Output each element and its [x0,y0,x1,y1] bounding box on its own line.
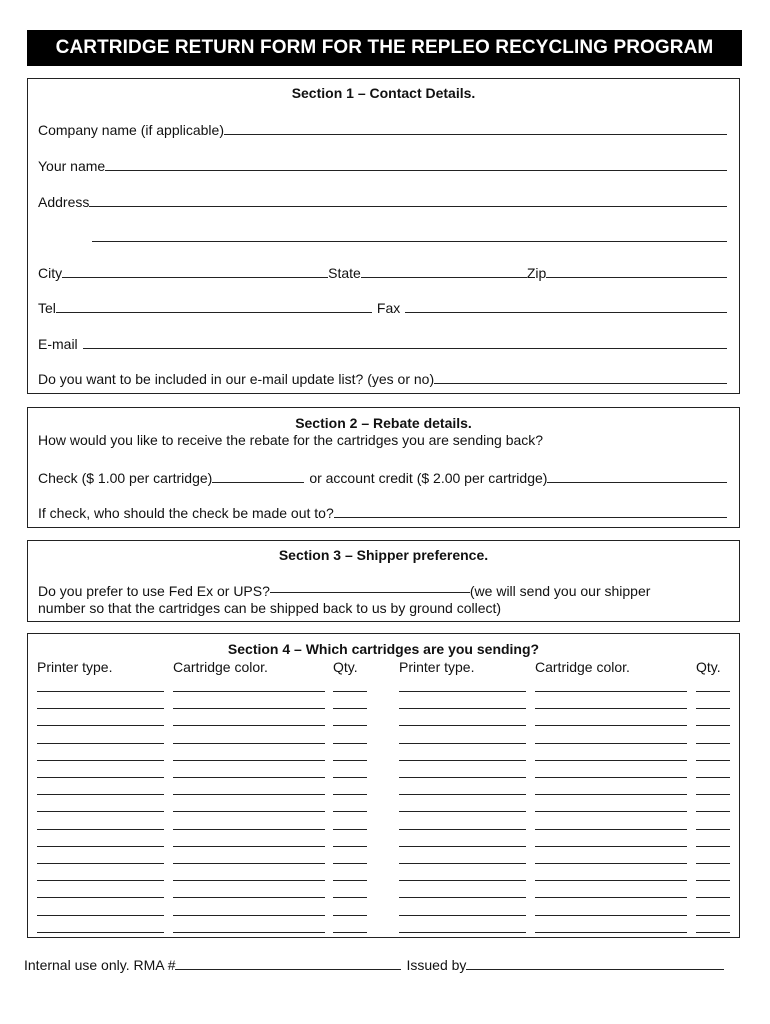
qty-field[interactable] [333,794,367,795]
zip-field[interactable] [546,277,727,278]
printer-type-field[interactable] [37,811,164,812]
printer-type-field[interactable] [37,897,164,898]
tel-fax-row [38,298,727,316]
section-shipper-preference [27,540,740,622]
company-name-label: Company name (if applicable) [38,122,224,138]
qty-field[interactable] [696,777,730,778]
qty-field[interactable] [333,932,367,933]
credit-field[interactable] [547,482,727,483]
col-cartridge-color-right: Cartridge color. [535,659,630,675]
check-field[interactable] [212,482,304,483]
zip-label: Zip [526,265,547,281]
qty-field[interactable] [333,811,367,812]
section-rebate-details [27,407,740,528]
email-field[interactable] [83,348,727,349]
city-field[interactable] [62,277,328,278]
qty-field[interactable] [696,725,730,726]
payee-field[interactable] [334,517,727,518]
rma-label: Internal use only. RMA # [24,957,176,973]
payee-label: If check, who should the check be made out to? [38,505,334,521]
qty-field[interactable] [333,880,367,881]
col-qty-left: Qty. [333,659,358,675]
printer-type-field[interactable] [399,915,526,916]
issued-by-field[interactable] [466,969,724,970]
printer-type-field[interactable] [37,932,164,933]
tel-label: Tel [38,300,56,316]
shipper-question-end: (we will send you our shipper [469,583,651,599]
section-4-title: Section 4 – Which cartridges are you sending? [227,641,540,657]
qty-field[interactable] [696,743,730,744]
col-cartridge-color-left: Cartridge color. [173,659,268,675]
col-printer-type-right: Printer type. [399,659,475,675]
state-label: State [328,265,361,281]
shipper-question-line-2: number so that the cartridges can be shipped back to us by ground collect) [38,600,502,616]
printer-type-field[interactable] [37,794,164,795]
cartridge-color-field[interactable] [173,846,325,847]
cartridge-color-field[interactable] [173,691,325,692]
cartridge-color-field[interactable] [173,708,325,709]
rebate-question: How would you like to receive the rebate for the cartridges you are sending back? [38,432,544,448]
printer-type-field[interactable] [399,708,526,709]
cartridge-color-field[interactable] [173,725,325,726]
printer-type-field[interactable] [37,743,164,744]
company-name-row [38,120,727,138]
qty-field[interactable] [333,863,367,864]
section-1-title: Section 1 – Contact Details. [291,85,476,101]
printer-type-field[interactable] [399,863,526,864]
cartridge-color-field[interactable] [173,880,325,881]
printer-type-field[interactable] [37,725,164,726]
qty-field[interactable] [696,760,730,761]
qty-field[interactable] [696,708,730,709]
section-cartridges [27,633,740,938]
printer-type-field[interactable] [399,829,526,830]
cartridge-color-field[interactable] [535,863,687,864]
shipper-question-start: Do you prefer to use Fed Ex or UPS? [38,583,270,599]
address-row-2 [92,227,727,245]
qty-field[interactable] [696,794,730,795]
qty-field[interactable] [333,846,367,847]
cartridge-color-field[interactable] [535,880,687,881]
city-label: City [38,265,63,281]
qty-field[interactable] [333,725,367,726]
form-title: CARTRIDGE RETURN FORM FOR THE REPLEO RECYCLING PROGRAM [27,30,742,66]
printer-type-field[interactable] [399,811,526,812]
cartridge-color-field[interactable] [535,691,687,692]
qty-field[interactable] [333,829,367,830]
qty-field[interactable] [696,811,730,812]
state-field[interactable] [361,277,527,278]
rebate-method-row [38,468,727,486]
address-row [38,192,727,210]
printer-type-field[interactable] [37,915,164,916]
cartridge-color-field[interactable] [535,760,687,761]
cartridge-color-field[interactable] [535,777,687,778]
cartridge-color-field[interactable] [535,811,687,812]
printer-type-field[interactable] [37,863,164,864]
rma-field[interactable] [175,969,401,970]
fax-field[interactable] [405,312,727,313]
shipper-field[interactable] [270,592,470,593]
qty-field[interactable] [696,863,730,864]
update-list-field[interactable] [434,383,727,384]
qty-field[interactable] [333,708,367,709]
printer-type-field[interactable] [399,760,526,761]
internal-use-footer [24,955,746,973]
cartridge-color-field[interactable] [535,897,687,898]
printer-type-field[interactable] [399,846,526,847]
address-field-line-2[interactable] [92,241,727,242]
cartridge-color-field[interactable] [535,829,687,830]
qty-field[interactable] [696,897,730,898]
cartridge-color-field[interactable] [173,760,325,761]
your-name-row [38,156,727,174]
qty-field[interactable] [696,829,730,830]
issued-by-label: Issued by [406,957,467,973]
cartridge-color-field[interactable] [173,777,325,778]
fax-label: Fax [376,300,401,316]
qty-field[interactable] [333,760,367,761]
shipper-question [38,583,727,617]
update-list-row [38,369,727,387]
col-printer-type-left: Printer type. [37,659,113,675]
cartridge-color-field[interactable] [535,725,687,726]
cartridge-color-field[interactable] [173,811,325,812]
payee-row [38,503,727,521]
printer-type-field[interactable] [37,691,164,692]
check-label: Check ($ 1.00 per cartridge) [38,470,213,486]
cartridge-color-field[interactable] [535,794,687,795]
your-name-label: Your name [38,158,106,174]
printer-type-field[interactable] [399,691,526,692]
cartridge-color-field[interactable] [173,897,325,898]
printer-type-field[interactable] [37,708,164,709]
cartridge-color-field[interactable] [173,794,325,795]
printer-type-field[interactable] [37,829,164,830]
cartridge-color-field[interactable] [173,915,325,916]
col-qty-right: Qty. [696,659,721,675]
qty-field[interactable] [333,777,367,778]
cartridge-color-field[interactable] [535,846,687,847]
qty-field[interactable] [333,743,367,744]
qty-field[interactable] [333,897,367,898]
printer-type-field[interactable] [399,880,526,881]
cartridge-color-field[interactable] [173,863,325,864]
your-name-field[interactable] [105,170,727,171]
address-label: Address [38,194,90,210]
printer-type-field[interactable] [37,760,164,761]
email-label: E-mail [38,336,78,352]
printer-type-field[interactable] [399,777,526,778]
cartridge-color-field[interactable] [173,743,325,744]
printer-type-field[interactable] [37,846,164,847]
cartridge-color-field[interactable] [535,743,687,744]
printer-type-field[interactable] [37,880,164,881]
city-state-zip-row [38,263,727,281]
tel-field[interactable] [56,312,372,313]
qty-field[interactable] [696,932,730,933]
email-row [38,334,727,352]
update-list-label: Do you want to be included in our e-mail update list? (yes or no) [38,371,435,387]
qty-field[interactable] [696,915,730,916]
cartridge-color-field[interactable] [535,708,687,709]
cartridge-color-field[interactable] [535,915,687,916]
printer-type-field[interactable] [399,794,526,795]
cartridge-color-field[interactable] [173,932,325,933]
section-contact-details [27,78,740,394]
qty-field[interactable] [696,880,730,881]
qty-field[interactable] [696,691,730,692]
address-field-line-1[interactable] [89,206,727,207]
printer-type-field[interactable] [399,725,526,726]
section-2-title: Section 2 – Rebate details. [295,415,472,431]
section-3-title: Section 3 – Shipper preference. [278,547,489,563]
printer-type-field[interactable] [399,897,526,898]
printer-type-field[interactable] [37,777,164,778]
credit-label: or account credit ($ 2.00 per cartridge) [309,470,548,486]
company-name-field[interactable] [224,134,727,135]
printer-type-field[interactable] [399,932,526,933]
qty-field[interactable] [696,846,730,847]
cartridge-color-field[interactable] [173,829,325,830]
cartridge-color-field[interactable] [535,932,687,933]
printer-type-field[interactable] [399,743,526,744]
qty-field[interactable] [333,915,367,916]
qty-field[interactable] [333,691,367,692]
